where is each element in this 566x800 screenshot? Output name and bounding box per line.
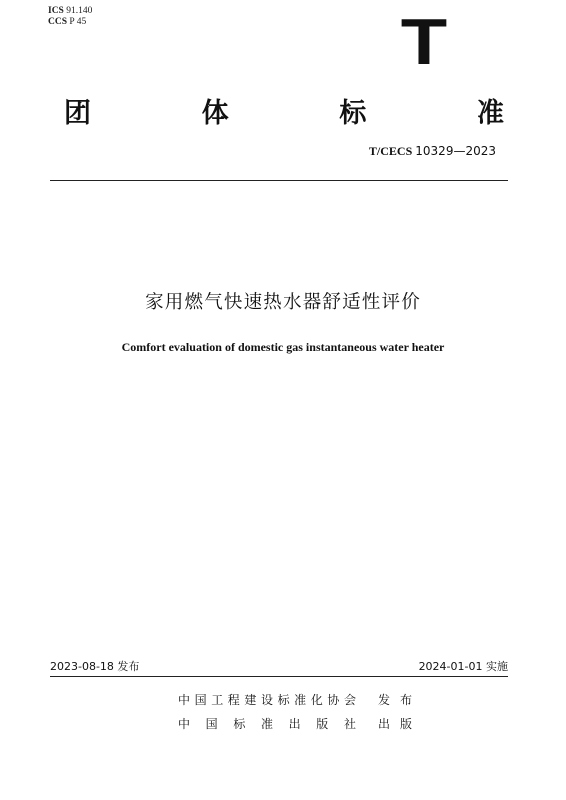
implementation-date: 2024-01-01 实施 xyxy=(418,660,508,673)
issuer-char: 标 xyxy=(277,693,290,707)
standard-number xyxy=(369,144,496,159)
classification-codes xyxy=(48,6,92,28)
ccs-value: P 45 xyxy=(69,17,87,27)
press-name xyxy=(178,715,356,732)
title-char: 准 xyxy=(476,97,504,129)
ics-code xyxy=(48,6,92,17)
standard-prefix: T/CECS xyxy=(368,144,413,158)
press-char: 中 xyxy=(178,717,191,731)
ccs-code xyxy=(48,17,92,28)
press-char: 社 xyxy=(343,717,356,731)
document-title-en: Comfort evaluation of domestic gas instantaneous water heater xyxy=(121,340,445,354)
title-char: 标 xyxy=(339,97,367,129)
title-char: 团 xyxy=(64,97,91,129)
standard-type-title xyxy=(64,92,504,128)
issuer-action xyxy=(378,691,412,708)
issuer-action-char: 发 xyxy=(378,693,391,707)
press-char: 国 xyxy=(205,717,218,731)
press-action-char: 版 xyxy=(399,717,412,731)
issuer-char: 国 xyxy=(194,693,207,707)
issuer-char: 工 xyxy=(211,693,224,707)
issuer-name xyxy=(178,691,356,708)
category-letter: T xyxy=(400,6,448,79)
press-line xyxy=(178,715,412,732)
category-letter-mark xyxy=(400,6,448,79)
issuer-action-char: 布 xyxy=(399,693,412,707)
ics-label: ICS xyxy=(48,6,64,16)
press-action xyxy=(378,715,412,732)
issuer-char: 设 xyxy=(260,693,273,707)
issuer-line xyxy=(178,691,412,708)
issue-date: 2023-08-18 发布 xyxy=(50,660,140,673)
standard-code: 10329—2023 xyxy=(415,144,496,158)
document-title-cn: 家用燃气快速热水器舒适性评价 xyxy=(145,292,421,313)
issuer-char: 化 xyxy=(310,693,323,707)
ccs-label: CCS xyxy=(48,17,68,27)
press-action-char: 出 xyxy=(378,717,391,731)
top-divider xyxy=(50,180,508,181)
issuer-char: 协 xyxy=(327,693,340,707)
press-char: 标 xyxy=(233,717,246,731)
ics-value: 91.140 xyxy=(66,6,93,16)
issuer-char: 建 xyxy=(244,693,257,707)
issuer-char: 准 xyxy=(294,693,307,707)
bottom-divider xyxy=(50,676,508,677)
issuer-char: 中 xyxy=(178,693,191,707)
press-char: 准 xyxy=(260,717,273,731)
title-char: 体 xyxy=(201,97,229,129)
issuer-char: 程 xyxy=(227,693,240,707)
issuer-char: 会 xyxy=(343,693,356,707)
press-char: 出 xyxy=(288,717,301,731)
press-char: 版 xyxy=(316,717,329,731)
